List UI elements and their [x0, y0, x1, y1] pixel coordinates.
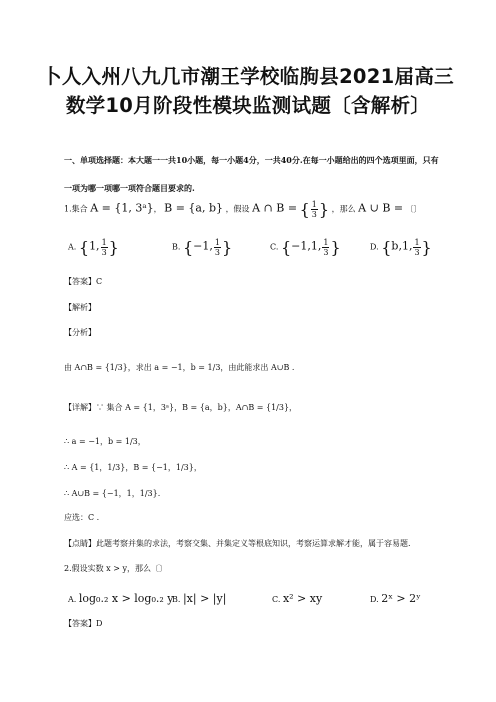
- detail-line-3: ∴ A = {1，1/3}，B = {−1，1/3}，: [64, 463, 202, 472]
- choose-line: 应选：C .: [64, 513, 100, 522]
- option-d: D. {b,1, $\frac{1}{3}$ }: [370, 238, 432, 257]
- q2-option-c: C. x² > xy: [272, 592, 323, 605]
- q2-option-d: D. 2ˣ > 2ʸ: [370, 592, 421, 605]
- set-a-definition: A = {1, 3ᵃ}: [90, 201, 154, 215]
- section-heading: 一、单项选择题：本大题一一共10小题，每一小题4分，一共40分.在每一小题给出的四个选项里面，只有一项为哪一项哪一项符合题目要求的.: [64, 155, 439, 193]
- fraction: $\frac{1}{3}$: [311, 200, 317, 219]
- question-1-stem: 1.集合 A = {1, 3ᵃ}， B = {a, b} ，假设 A ∩ B = { $\frac{1}{3}$ } ，那么 A ∪ B = 〔〕: [64, 200, 422, 219]
- fenxi-label: 【分析】: [64, 328, 96, 337]
- detail-line-4: ∴ A∪B = {−1，1，1/3}.: [64, 489, 161, 498]
- question-2-stem: 2.假设实数 x > y，那么〔〕: [64, 564, 167, 573]
- option-a: A. {1, $\frac{1}{3}$ }: [68, 238, 119, 257]
- page-title: 卜人入州八九几市潮王学校临朐县2021届高三数学10月阶段性模块监测试题〔含解析〕: [42, 65, 454, 117]
- dianjing-line: 【点睛】此题考察并集的求法，考察交集、并集定义等根底知识，考察运算求解才能，属于容易题.: [64, 539, 411, 548]
- detail-line-2: ∴ a = −1，b = 1/3，: [64, 437, 146, 446]
- q2-option-a: A. log₀.₂ x > log₀.₂ y: [68, 592, 174, 605]
- set-b-definition: B = {a, b}: [164, 201, 224, 215]
- fenxi-text: 由 A∩B = {1/3}，求出 a = −1，b = 1/3，由此能求出 A∪B .: [64, 363, 295, 372]
- option-c: C. {−1,1, $\frac{1}{3}$ }: [270, 238, 341, 257]
- union-expr: A ∪ B =: [358, 201, 404, 215]
- detail-line-1: 【详解】∵ 集合 A = {1，3ᵃ}，B = {a，b}，A∩B = {1/3}，: [64, 403, 298, 412]
- option-b: B. {−1, $\frac{1}{3}$ }: [172, 238, 233, 257]
- q2-option-b: B. |x| > |y|: [172, 592, 227, 605]
- answer-label: 【答案】C: [64, 277, 103, 286]
- intersection-expr: A ∩ B =: [252, 201, 298, 215]
- q2-answer-label: 【答案】D: [64, 619, 103, 628]
- jiexi-label: 【解析】: [64, 303, 96, 312]
